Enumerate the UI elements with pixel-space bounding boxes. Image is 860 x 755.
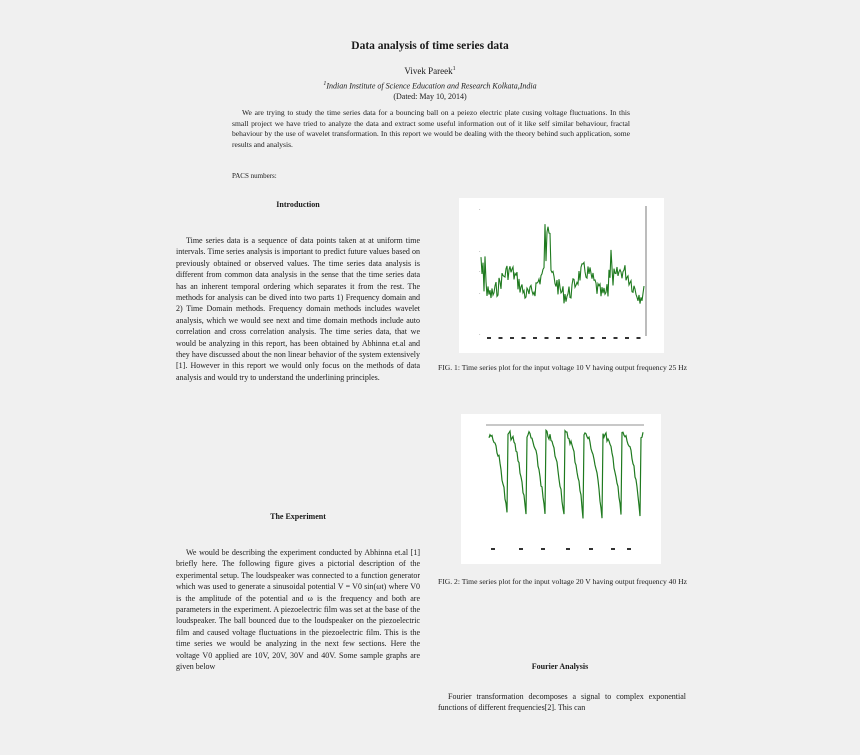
experiment-paragraph: We would be describing the experiment conducted by Abhinna et.al [1] briefly here. The following figure gives a pictorial description of the experimental setup. The loudspeaker was connected to a function generator which was used to generate a sinusoidal potential V = V0 sin(ωt) where V0 is the amplitude of the potential and ω is the frequency and both are parameters in the experiment. A piezoelectric film was set at the base of the loudspeaker. The ball bounced due to the loudspeaker on the piezoelectric film and caused voltage fluctuations in the piezoelectric film. This is the time series we would be analyzing in the next few sections. Here the voltage V0 applied are 10V, 20V, 30V and 40V. Some sample graphs are given below [176,548,420,672]
abstract-text: We are trying to study the time series data for a bouncing ball on a peiezo electric plate cusing voltage fluctuations. In this small project we have tried to analyze the data and extract some useful information out of it like self similar behaviour, fractal behaviour by the use of wavelet transformation. In this report we would be dealing with the theory behind such application, some results and analysis. [232,108,630,149]
x-tick-mark [602,337,606,339]
x-tick-mark [491,548,495,550]
experiment-text [176,547,420,672]
figure-1 [459,198,664,353]
y-tick-mark: · [479,291,481,297]
x-tick-mark [519,548,523,550]
x-tick-mark [533,337,537,339]
section-heading-fourier: Fourier Analysis [531,662,589,671]
x-tick-mark [487,337,491,339]
x-tick-mark [579,337,583,339]
x-tick-mark [566,548,570,550]
fourier-paragraph: Fourier transformation decomposes a signal to complex exponential functions of different frequencies[2]. This can [438,692,686,713]
pacs-numbers: PACS numbers: [232,172,277,180]
paper-page [170,0,690,755]
x-tick-mark [614,337,618,339]
x-tick-mark [545,337,549,339]
dated-line: (Dated: May 10, 2014) [393,92,467,101]
figure-2-plot [461,414,661,564]
x-tick-mark [611,548,615,550]
y-tick-mark: · [479,269,481,275]
fourier-text [438,691,686,714]
y-tick-mark: · [479,207,481,213]
x-tick-marks [491,548,631,550]
x-tick-mark [556,337,560,339]
section-heading-experiment: The Experiment [270,512,326,521]
x-tick-mark [522,337,526,339]
x-tick-mark [499,337,503,339]
introduction-paragraph: Time series data is a sequence of data points taken at at uniform time intervals. Time series analysis is important to predict future values based on previously obtained or observed values. The time series data analysis is different from common data analysis in the sense that the time series data has an inherent temporal ordering which separates it from the rest. The methods for analysis can be dived into two parts 1) Frequency domain and 2) Time Domain methods. Frequency domain methods includes wavelet analysis, which we would see next and time domain methods include auto correlation and cross correlation analysis. The time series data, that we would be analyzing in this report, has been obtained by Abhinna et.al and they have discussed about the non linear behavior of the system extensively [1]. However in this report we would only focus on the methods of data analysis and would try to understand the underlining principles. [176,236,420,382]
introduction-text [176,235,420,383]
x-tick-mark [541,548,545,550]
x-tick-mark [591,337,595,339]
abstract [232,108,630,150]
author-line [170,66,690,76]
affiliation-superscript: 1 [323,81,327,87]
paper-title: Data analysis of time series data [351,40,509,52]
affiliation-line [170,81,690,91]
figure-2-caption: FIG. 2: Time series plot for the input voltage 20 V having output frequency 40 Hz [438,577,688,586]
y-tick-mark: · [479,332,481,338]
figure-1-caption: FIG. 1: Time series plot for the input voltage 10 V having output frequency 25 Hz [438,363,688,372]
affiliation: Indian Institute of Science Education and Research Kolkata,India [326,81,537,91]
section-heading-introduction: Introduction [276,200,320,209]
figure-2 [461,414,661,564]
x-tick-mark [568,337,572,339]
x-tick-mark [627,548,631,550]
author-superscript: 1 [452,66,456,72]
voltage-signal-line [489,430,643,518]
x-tick-mark [625,337,629,339]
x-tick-mark [510,337,514,339]
voltage-signal-line [481,224,644,304]
y-tick-mark: · [479,249,481,255]
x-tick-mark [637,337,641,339]
author-name: Vivek Pareek [404,66,453,76]
x-tick-mark [589,548,593,550]
x-tick-labels [487,337,641,339]
figure-1-plot [459,198,664,353]
